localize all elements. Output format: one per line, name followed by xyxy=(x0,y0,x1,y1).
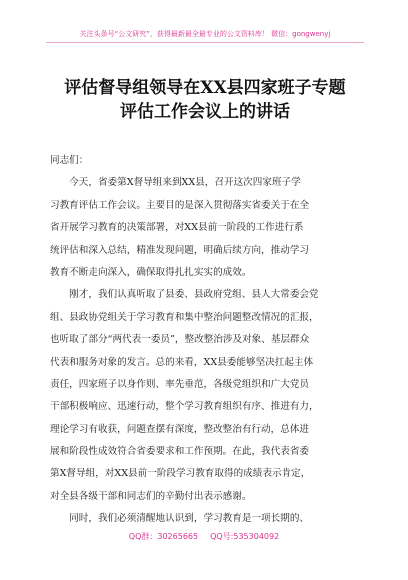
body-line: 代表和服务对象的发言。总的来看，XX县委能够坚决扛起主体 xyxy=(50,356,314,368)
body-line: 统评估和深入总结，精准发现问题，明确后续方向，推动学习 xyxy=(50,244,310,256)
body-line: 责任，四家班子以身作则、率先垂范，各级党组织和广大党员 xyxy=(50,378,310,390)
body-line: 刚才，我们认真听取了县委、县政府党组、县人大常委会党 xyxy=(50,289,319,301)
body-line: 展和阶段性成效符合省委要求和工作预期。在此，我代表省委 xyxy=(50,446,310,458)
body-line: 习教育评估工作会议。主要目的是深入贯彻落实省委关于在全 xyxy=(50,199,310,211)
body-line: 干部积极响应、迅速行动，整个学习教育组织有序、推进有力， xyxy=(50,401,319,413)
header-banner: 关注头条号“公文研究”，获得最新最全最专业的公文资料库！ 微信：gongwenyj xyxy=(79,30,331,38)
footer-qq-number: QQ号:535304092 xyxy=(210,532,280,541)
body-line: 同志们： xyxy=(50,155,89,166)
title-line-2: 评估工作会议上的讲话 xyxy=(120,102,290,122)
body-line: 也听取了部分“两代表一委员”，整改整治涉及对象、基层群众 xyxy=(50,334,310,346)
header-divider xyxy=(46,42,364,43)
body-line: 教育不断走向深入，确保取得扎扎实实的成效。 xyxy=(50,266,252,278)
body-line: 对全县各级干部和同志们的辛勤付出表示感谢。 xyxy=(50,490,252,502)
body-line: 理论学习有收获，问题查摆有深度，整改整治有行动，总体进 xyxy=(50,423,310,435)
page-title xyxy=(40,76,370,124)
document-body xyxy=(50,150,362,531)
body-line: 第X督导组，对XX县前一阶段学习教育取得的成绩表示肯定， xyxy=(50,468,311,480)
body-line: 同时，我们必须清醒地认识到，学习教育是一项长期的、 xyxy=(50,513,310,525)
footer-contact xyxy=(0,531,408,543)
title-line-1: 评估督导组领导在XX县四家班子专题 xyxy=(64,78,346,98)
body-line: 组、县政协党组关于学习教育和集中整治问题整改情况的汇报， xyxy=(50,311,319,323)
body-line: 省开展学习教育的决策部署，对XX县前一阶段的工作进行系 xyxy=(50,222,304,234)
footer-qq-group: QQ群：30265665 xyxy=(128,532,199,541)
body-line: 今天，省委第X督导组来到XX县，召开这次四家班子学 xyxy=(50,177,301,189)
